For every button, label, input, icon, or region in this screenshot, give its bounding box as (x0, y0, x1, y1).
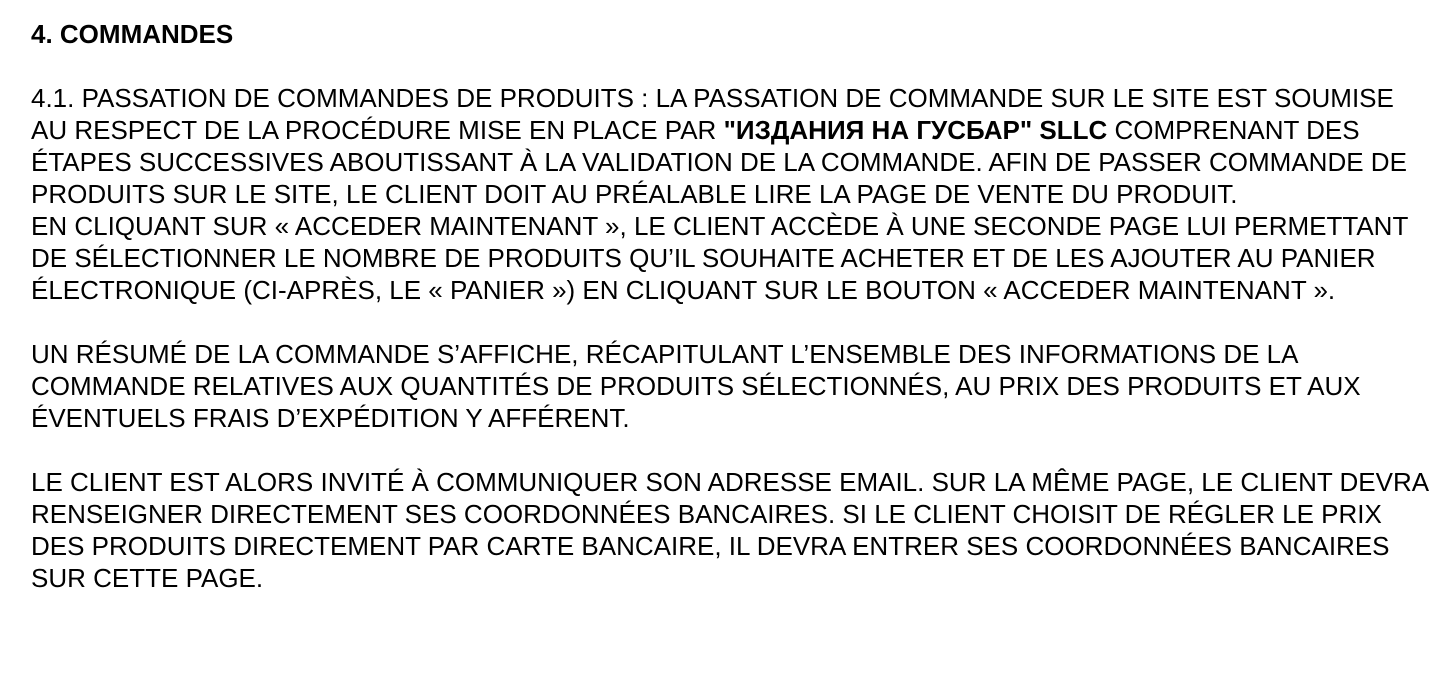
paragraph-access-now: EN CLIQUANT SUR « ACCEDER MAINTENANT », LE CLIENT ACCÈDE À UNE SECONDE PAGE LUI PERMETTANT DE SÉLECTIONNER LE NOMBRE DE PRODUITS QU’IL SOUHAITE ACHETER ET DE LES AJOUTER AU PANIER ÉLECTRONIQUE (CI-APRÈS, LE « PANIER ») EN CLIQUANT SUR LE BOUTON « ACCEDER MAINTENANT ». (31, 211, 1408, 305)
paragraph-order-procedure (31, 82, 1431, 210)
paragraph-text: COMPRENANT DES ÉTAPES SUCCESSIVES ABOUTISSANT À LA VALIDATION DE LA COMMANDE. AFIN DE PASSER COMMANDE DE PRODUITS SUR LE SITE, LE CLIENT DOIT AU PRÉALABLE LIRE LA PAGE DE VENTE DU PRODUIT. (31, 115, 1407, 209)
paragraph-text: 4.1. PASSATION DE COMMANDES DE PRODUITS : LA PASSATION DE COMMANDE SUR LE SITE EST SOUMISE AU RESPECT DE LA PROCÉDURE MISE EN PLACE PAR (31, 83, 1394, 145)
paragraph-payment-details: LE CLIENT EST ALORS INVITÉ À COMMUNIQUER SON ADRESSE EMAIL. SUR LA MÊME PAGE, LE CLIENT DEVRA RENSEIGNER DIRECTEMENT SES COORDONNÉES BANCAIRES. SI LE CLIENT CHOISIT DE RÉGLER LE PRIX DES PRODUITS DIRECTEMENT PAR CARTE BANCAIRE, IL DEVRA ENTRER SES COORDONNÉES BANCAIRES SUR CETTE PAGE. (31, 467, 1428, 593)
paragraph-spacer (31, 434, 1431, 466)
section-title: 4. COMMANDES (31, 19, 234, 49)
document-body (31, 18, 1431, 594)
paragraph-order-summary: UN RÉSUMÉ DE LA COMMANDE S’AFFICHE, RÉCAPITULANT L’ENSEMBLE DES INFORMATIONS DE LA COMMANDE RELATIVES AUX QUANTITÉS DE PRODUITS SÉLECTIONNÉS, AU PRIX DES PRODUITS ET AUX ÉVENTUELS FRAIS D’EXPÉDITION Y AFFÉRENT. (31, 339, 1361, 433)
company-name: "ИЗДАНИЯ НА ГУСБАР" SLLC (723, 115, 1108, 145)
paragraph-spacer (31, 306, 1431, 338)
